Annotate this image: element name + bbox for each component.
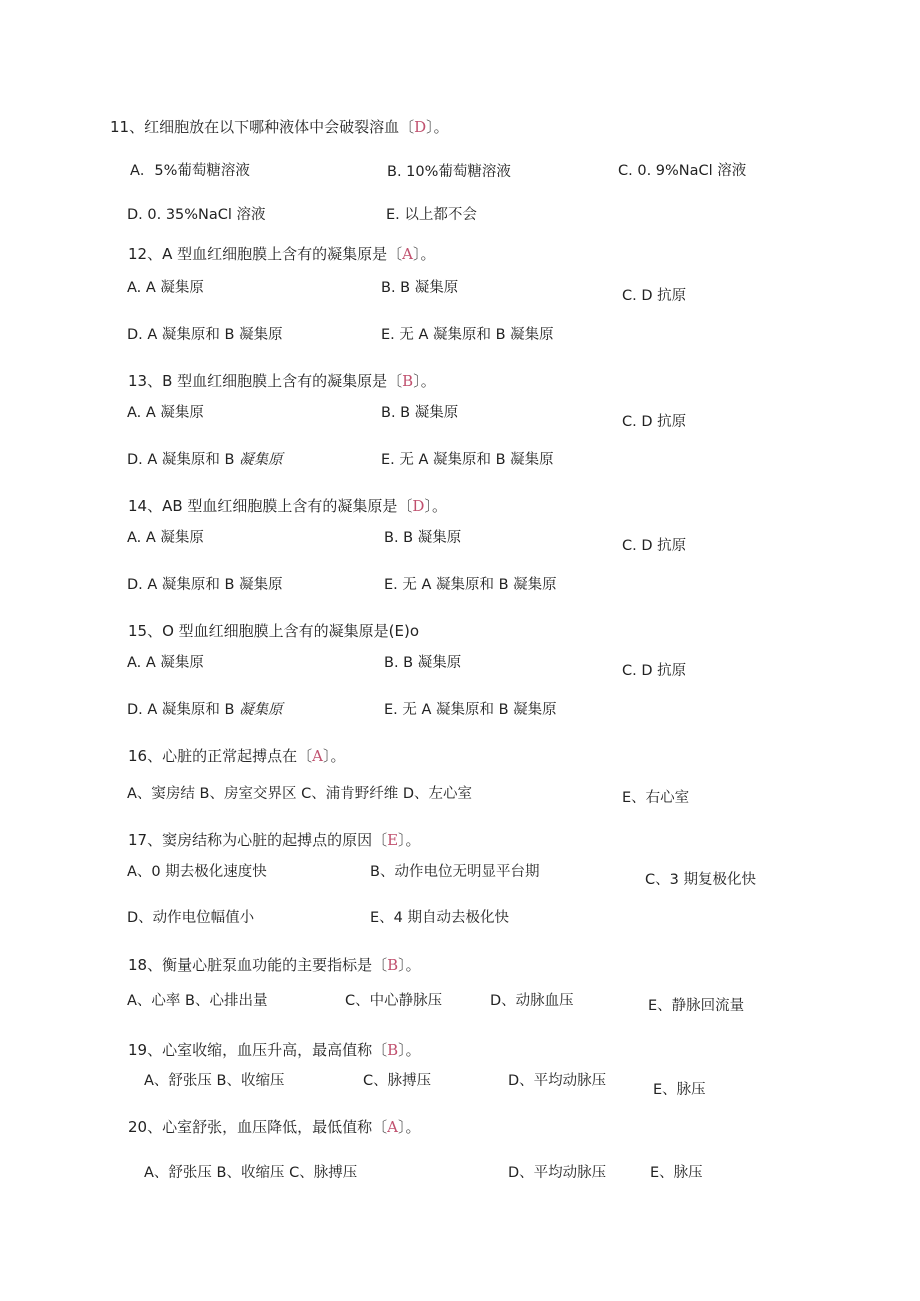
option: C. D 抗原: [622, 663, 687, 679]
option: B、动作电位无明显平台期: [370, 864, 540, 880]
option: D. 0. 35%NaCl 溶液: [127, 207, 266, 223]
answer-mark: E: [387, 831, 399, 849]
answer-mark: A: [402, 245, 413, 263]
option: A. A 凝集原: [127, 405, 204, 421]
question-stem: 17、窦房结称为心脏的起搏点的原因〔E〕。: [128, 831, 421, 849]
question-stem: 13、B 型血红细胞膜上含有的凝集原是〔B〕。: [128, 372, 436, 390]
option: E. 无 A 凝集原和 B 凝集原: [381, 327, 554, 343]
option: E、脉压: [650, 1165, 703, 1181]
option: B. 10%葡萄糖溶液: [387, 164, 511, 180]
option: C. D 抗原: [622, 414, 687, 430]
option: E. 无 A 凝集原和 B 凝集原: [384, 577, 557, 593]
option: D. A 凝集原和 B 凝集原: [127, 452, 283, 468]
option: B. B 凝集原: [384, 655, 462, 671]
option: D. A 凝集原和 B 凝集原: [127, 702, 283, 718]
option: A、舒张压 B、收缩压 C、脉搏压: [144, 1165, 358, 1181]
answer-mark: A: [312, 747, 323, 765]
option: C. 0. 9%NaCl 溶液: [618, 163, 747, 179]
option: D. A 凝集原和 B 凝集原: [127, 327, 283, 343]
option: A、窦房结 B、房室交界区 C、浦肯野纤维 D、左心室: [127, 786, 472, 802]
option: D、平均动脉压: [508, 1073, 607, 1089]
answer-mark: B: [387, 956, 399, 974]
question-stem: 18、衡量心脏泵血功能的主要指标是〔B〕。: [128, 956, 421, 974]
option: E. 无 A 凝集原和 B 凝集原: [381, 452, 554, 468]
question-stem: 14、AB 型血红细胞膜上含有的凝集原是〔D〕。: [128, 497, 447, 515]
option: E、4 期自动去极化快: [370, 910, 509, 926]
option: C、脉搏压: [363, 1073, 432, 1089]
option: A、0 期去极化速度快: [127, 864, 267, 880]
answer-mark: D: [414, 118, 427, 136]
option: C、3 期复极化快: [645, 872, 756, 888]
option: A、心率 B、心排出量: [127, 993, 268, 1009]
option: D. A 凝集原和 B 凝集原: [127, 577, 283, 593]
option: D、动作电位幅值小: [127, 910, 255, 926]
question-stem: 16、心脏的正常起搏点在〔A〕。: [128, 747, 346, 765]
option: E、脉压: [653, 1082, 706, 1098]
option: A、舒张压 B、收缩压: [144, 1073, 285, 1089]
option: A．5%葡萄糖溶液: [130, 163, 250, 179]
answer-mark: D: [412, 497, 425, 515]
answer-mark: B: [402, 372, 414, 390]
question-stem: 20、心室舒张，血压降低，最低值称〔A〕。: [128, 1118, 421, 1136]
option: C. D 抗原: [622, 288, 687, 304]
option: D、平均动脉压: [508, 1165, 607, 1181]
option: A. A 凝集原: [127, 655, 204, 671]
question-stem: 19、心室收缩，血压升高，最高值称〔B〕。: [128, 1041, 421, 1059]
option: B. B 凝集原: [381, 405, 459, 421]
option: E. 无 A 凝集原和 B 凝集原: [384, 702, 557, 718]
option: E. 以上都不会: [386, 207, 477, 223]
option: C、中心静脉压: [345, 993, 443, 1009]
answer-mark: B: [387, 1041, 399, 1059]
question-stem: 12、A 型血红细胞膜上含有的凝集原是〔A〕。: [128, 245, 436, 263]
answer-mark: A: [387, 1118, 398, 1136]
option: A. A 凝集原: [127, 530, 204, 546]
option: A. A 凝集原: [127, 280, 204, 296]
option: C. D 抗原: [622, 538, 687, 554]
option: B. B 凝集原: [384, 530, 462, 546]
option: B. B 凝集原: [381, 280, 459, 296]
option: D、动脉血压: [490, 993, 574, 1009]
option: E、右心室: [622, 790, 690, 806]
question-stem: 11、红细胞放在以下哪种液体中会破裂溶血〔D〕。: [110, 118, 449, 136]
option: E、静脉回流量: [648, 998, 745, 1014]
question-stem: 15、O 型血红细胞膜上含有的凝集原是(E)o: [128, 622, 420, 640]
